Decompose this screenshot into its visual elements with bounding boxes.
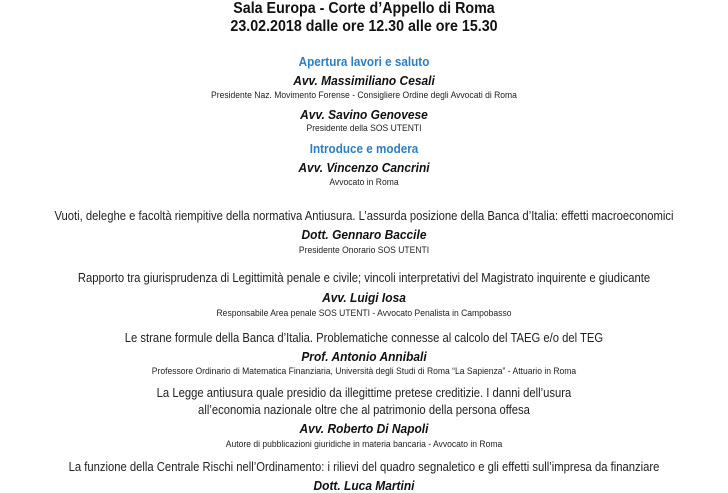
talk-speaker-role: Presidente Onorario SOS UTENTI bbox=[298, 245, 430, 255]
talk-speaker-role: Responsabile Area penale SOS UTENTI - Avvocato Penalista in Campobasso bbox=[216, 308, 512, 318]
talk-topic: La Legge antiusura quale presidio da illegittime pretese creditizie. I danni dell’usura bbox=[156, 386, 572, 400]
talk-topic: La funzione della Centrale Rischi nell’Ordinamento: i rilievi del quadro segnaletico e gli effetti sull’impresa da finanziare bbox=[68, 460, 660, 474]
moderator-name: Avv. Vincenzo Cancrini bbox=[298, 160, 430, 175]
speaker-name: Avv. Massimiliano Cesali bbox=[293, 73, 435, 88]
moderator-heading: Introduce e modera bbox=[309, 141, 419, 156]
talk-topic: Rapporto tra giurisprudenza di Legittimità penale e civile; vincoli interpretativi del Magistrato inquirente e giudicante bbox=[77, 271, 651, 285]
talk-speaker: Avv. Luigi Iosa bbox=[322, 290, 406, 305]
talk-speaker: Prof. Antonio Annibali bbox=[301, 349, 427, 364]
talk-topic: Vuoti, deleghe e facoltà riempitive della normativa Antiusura. L’assurda posizione della Banca d’Italia: effetti macroeconomici bbox=[54, 209, 674, 223]
speaker-role: Presidente Naz. Movimento Forense - Consigliere Ordine degli Avvocati di Roma bbox=[211, 90, 517, 100]
speaker-name: Avv. Savino Genovese bbox=[300, 107, 428, 122]
talk-speaker-role: Autore di pubblicazioni giuridiche in materia bancaria - Avvocato in Roma bbox=[225, 439, 503, 449]
talk-speaker: Dott. Luca Martini bbox=[313, 478, 415, 493]
date-time: 23.02.2018 dalle ore 12.30 alle ore 15.30 bbox=[230, 18, 498, 35]
opening-heading: Apertura lavori e saluto bbox=[298, 54, 430, 69]
speaker-role: Presidente della SOS UTENTI bbox=[306, 123, 422, 133]
talk-topic: Le strane formule della Banca d’Italia. Problematiche connesse al calcolo del TAEG e/o del TEG bbox=[124, 331, 604, 345]
talk-speaker: Avv. Roberto Di Napoli bbox=[299, 421, 429, 436]
talk-topic: all’economia nazionale oltre che al patrimonio della persona offesa bbox=[198, 403, 530, 417]
venue-title: Sala Europa - Corte d’Appello di Roma bbox=[233, 0, 495, 17]
talk-speaker-role: Professore Ordinario di Matematica Finanziaria, Università degli Studi di Roma “La Sapienza” - Attuario in Roma bbox=[151, 366, 577, 376]
talk-speaker: Dott. Gennaro Baccile bbox=[301, 227, 427, 242]
moderator-role: Avvocato in Roma bbox=[329, 177, 399, 187]
